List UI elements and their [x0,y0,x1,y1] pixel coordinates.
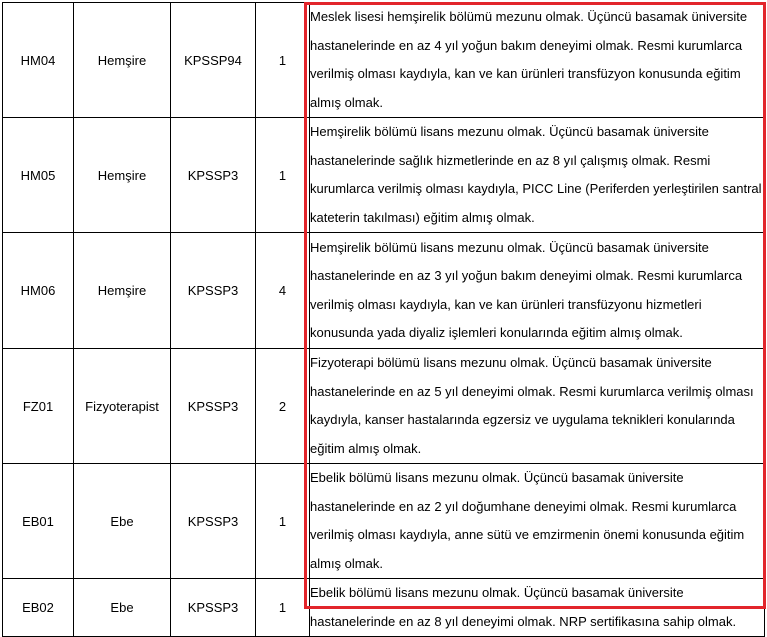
kpss-type: KPSSP3 [171,464,256,579]
position-title: Hemşire [74,118,171,233]
kpss-type: KPSSP3 [171,349,256,464]
position-quantity: 4 [256,233,310,349]
kpss-type: KPSSP94 [171,3,256,118]
position-code: EB01 [3,464,74,579]
position-title: Fizyoterapist [74,349,171,464]
positions-table [2,2,765,637]
table-row [3,233,765,349]
position-requirements: Fizyoterapi bölümü lisans mezunu olmak. Üçüncü basamak üniversite hastanelerinde en az 5 yıl deneyimi olmak. Resmi kurumlarca verilmiş olması kaydıyla, kanser hastalarında egzersiz ve uygulama teknikleri konularında eğitim almış olmak. [310,349,765,464]
position-code: HM05 [3,118,74,233]
position-quantity: 1 [256,118,310,233]
position-quantity: 2 [256,349,310,464]
position-requirements: Ebelik bölümü lisans mezunu olmak. Üçüncü basamak üniversite hastanelerinde en az 8 yıl deneyimi olmak. NRP sertifikasına sahip olmak. [310,579,765,637]
position-code: FZ01 [3,349,74,464]
kpss-type: KPSSP3 [171,233,256,349]
position-title: Hemşire [74,233,171,349]
table-row [3,464,765,579]
kpss-type: KPSSP3 [171,118,256,233]
position-quantity: 1 [256,3,310,118]
position-requirements: Meslek lisesi hemşirelik bölümü mezunu olmak. Üçüncü basamak üniversite hastanelerinde en az 4 yıl yoğun bakım deneyimi olmak. Resmi kurumlarca verilmiş olması kaydıyla, kan ve kan ürünleri transfüzyon konusunda eğitim almış olmak. [310,3,765,118]
position-code: HM04 [3,3,74,118]
position-code: EB02 [3,579,74,637]
position-requirements: Ebelik bölümü lisans mezunu olmak. Üçüncü basamak üniversite hastanelerinde en az 2 yıl doğumhane deneyimi olmak. Resmi kurumlarca verilmiş olması kaydıyla, anne sütü ve emzirmenin önemi konusunda eğitim almış olmak. [310,464,765,579]
table-row [3,579,765,637]
position-title: Hemşire [74,3,171,118]
table-row [3,349,765,464]
position-requirements: Hemşirelik bölümü lisans mezunu olmak. Üçüncü basamak üniversite hastanelerinde en az 3 yıl yoğun bakım deneyimi olmak. Resmi kurumlarca verilmiş olması kaydıyla, kan ve kan ürünleri transfüzyonu hizmetleri konusunda yada diyaliz işlemleri konularında eğitim almış olmak. [310,233,765,349]
position-quantity: 1 [256,464,310,579]
position-requirements: Hemşirelik bölümü lisans mezunu olmak. Üçüncü basamak üniversite hastanelerinde sağlık hizmetlerinde en az 8 yıl çalışmış olmak. Resmi kurumlarca verilmiş olması kaydıyla, PICC Line (Periferden yerleştirilen santral kateterin takılması) eğitim almış olmak. [310,118,765,233]
position-quantity: 1 [256,579,310,637]
position-title: Ebe [74,464,171,579]
table-row [3,3,765,118]
position-title: Ebe [74,579,171,637]
kpss-type: KPSSP3 [171,579,256,637]
table-row [3,118,765,233]
position-code: HM06 [3,233,74,349]
